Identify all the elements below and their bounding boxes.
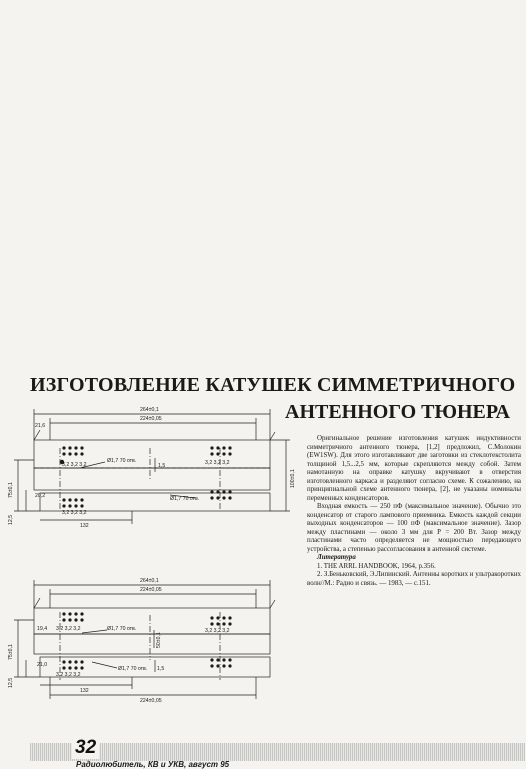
reference-2: 2. З.Беньковский, Э.Липинский. Антенны коротких и ультракоротких волн//М.: Радио и связь. — 1983, — с.151.: [307, 571, 521, 587]
dim-left2-bottom: 21,0: [37, 662, 48, 668]
dim-left-top: 21,6: [35, 423, 46, 429]
dim-bottom-top: 132: [80, 523, 89, 529]
dim-mid-bottom: 1,5: [157, 666, 165, 672]
spacing-a-top: 3,2 3,2 3,2: [62, 462, 87, 468]
spacing-a-bottom: 3,2 3,2 3,2: [56, 626, 81, 632]
holes-label2-bottom: Ø1,7 70 отв.: [118, 666, 148, 672]
spacing-c-bottom: 3,2 3,2 3,2: [56, 672, 81, 678]
dim-bottom1-bottom: 132: [80, 688, 89, 694]
dim-inner-top: 224±0,05: [140, 416, 162, 422]
holes-label1-top: Ø1,7 70 отв.: [107, 458, 137, 464]
body-paragraph-1: Оригинальное решение изготовления катушек индуктивности симметричного антенного тюнера, [1,2] предложил, С.Молокин (EW1SW). Для этого изготавливают две заготовки из стеклотекстолита толщиной 1,5...2,5 мм, которые скрепляются между собой. Затем намотанную на оправке катушку вкручивают в отверстия изготовленного каркаса и разделяют согласно схеме. К сожалению, на принципиальной схеме антенного тюнера, [2], не указаны номиналы переменных конденсаторов.: [307, 435, 521, 502]
dim-mid-top: 1,5: [158, 463, 166, 469]
footer-bar: [30, 743, 525, 761]
body-paragraph-2: Входная емкость — 250 пФ (максимальное значение). Обычно это конденсатор от старого лампового приемника. Емкость каждой секции выходных конденсаторов — 100 пФ (максимальное значение). Зазор между пластинами — около 3 мм для Р = 200 Вт. Зазор между пластинами часто определяется не мощностью передающего устройства, а степенью рассогласования в антенной системе.: [307, 503, 521, 553]
dim-height-bottom: 50±0,1: [156, 632, 162, 648]
holes-label2-top: Ø1,7 70 отв.: [170, 496, 200, 502]
references-heading: Литература: [317, 554, 356, 561]
dim-height-left-top: 75±0,1: [8, 482, 14, 498]
dim-bottom2-bottom: 224±0,05: [140, 698, 162, 704]
article-title-line2: АНТЕННОГО ТЮНЕРА: [285, 401, 510, 423]
spacing-b-top: 3,2 3,2 3,2: [205, 460, 230, 466]
dim-inner-bottom: 224±0,05: [140, 587, 162, 593]
technical-drawing: [0, 405, 300, 720]
dim-height-left-bottom: 75±0,1: [8, 644, 14, 660]
journal-name: Радиолюбитель, КВ и УКВ, август 95: [76, 760, 230, 769]
article-title-line1: ИЗГОТОВЛЕНИЕ КАТУШЕК СИММЕТРИЧНОГО: [30, 374, 516, 396]
spacing-b-bottom: 3,2 3,2 3,2: [205, 628, 230, 634]
article-body: [307, 435, 521, 588]
dim-overall-bottom: 264±0,1: [140, 578, 159, 584]
page-number: 32: [72, 737, 99, 759]
dim-left-bottom: 19,4: [37, 626, 48, 632]
dim-left2-top: 20,2: [35, 493, 46, 499]
dim-height-top: 100±0,1: [290, 469, 296, 488]
dim-small-top: 12,5: [8, 514, 14, 525]
spacing-c-top: 3,2 3,2 3,2: [62, 510, 87, 516]
dim-overall-top: 264±0,1: [140, 407, 159, 413]
dim-small-bottom: 12,5: [8, 677, 14, 688]
holes-label1-bottom: Ø1,7 70 отв.: [107, 626, 137, 632]
reference-1: 1. THE ARRL HANDBOOK, 1964, p.356.: [317, 562, 436, 570]
